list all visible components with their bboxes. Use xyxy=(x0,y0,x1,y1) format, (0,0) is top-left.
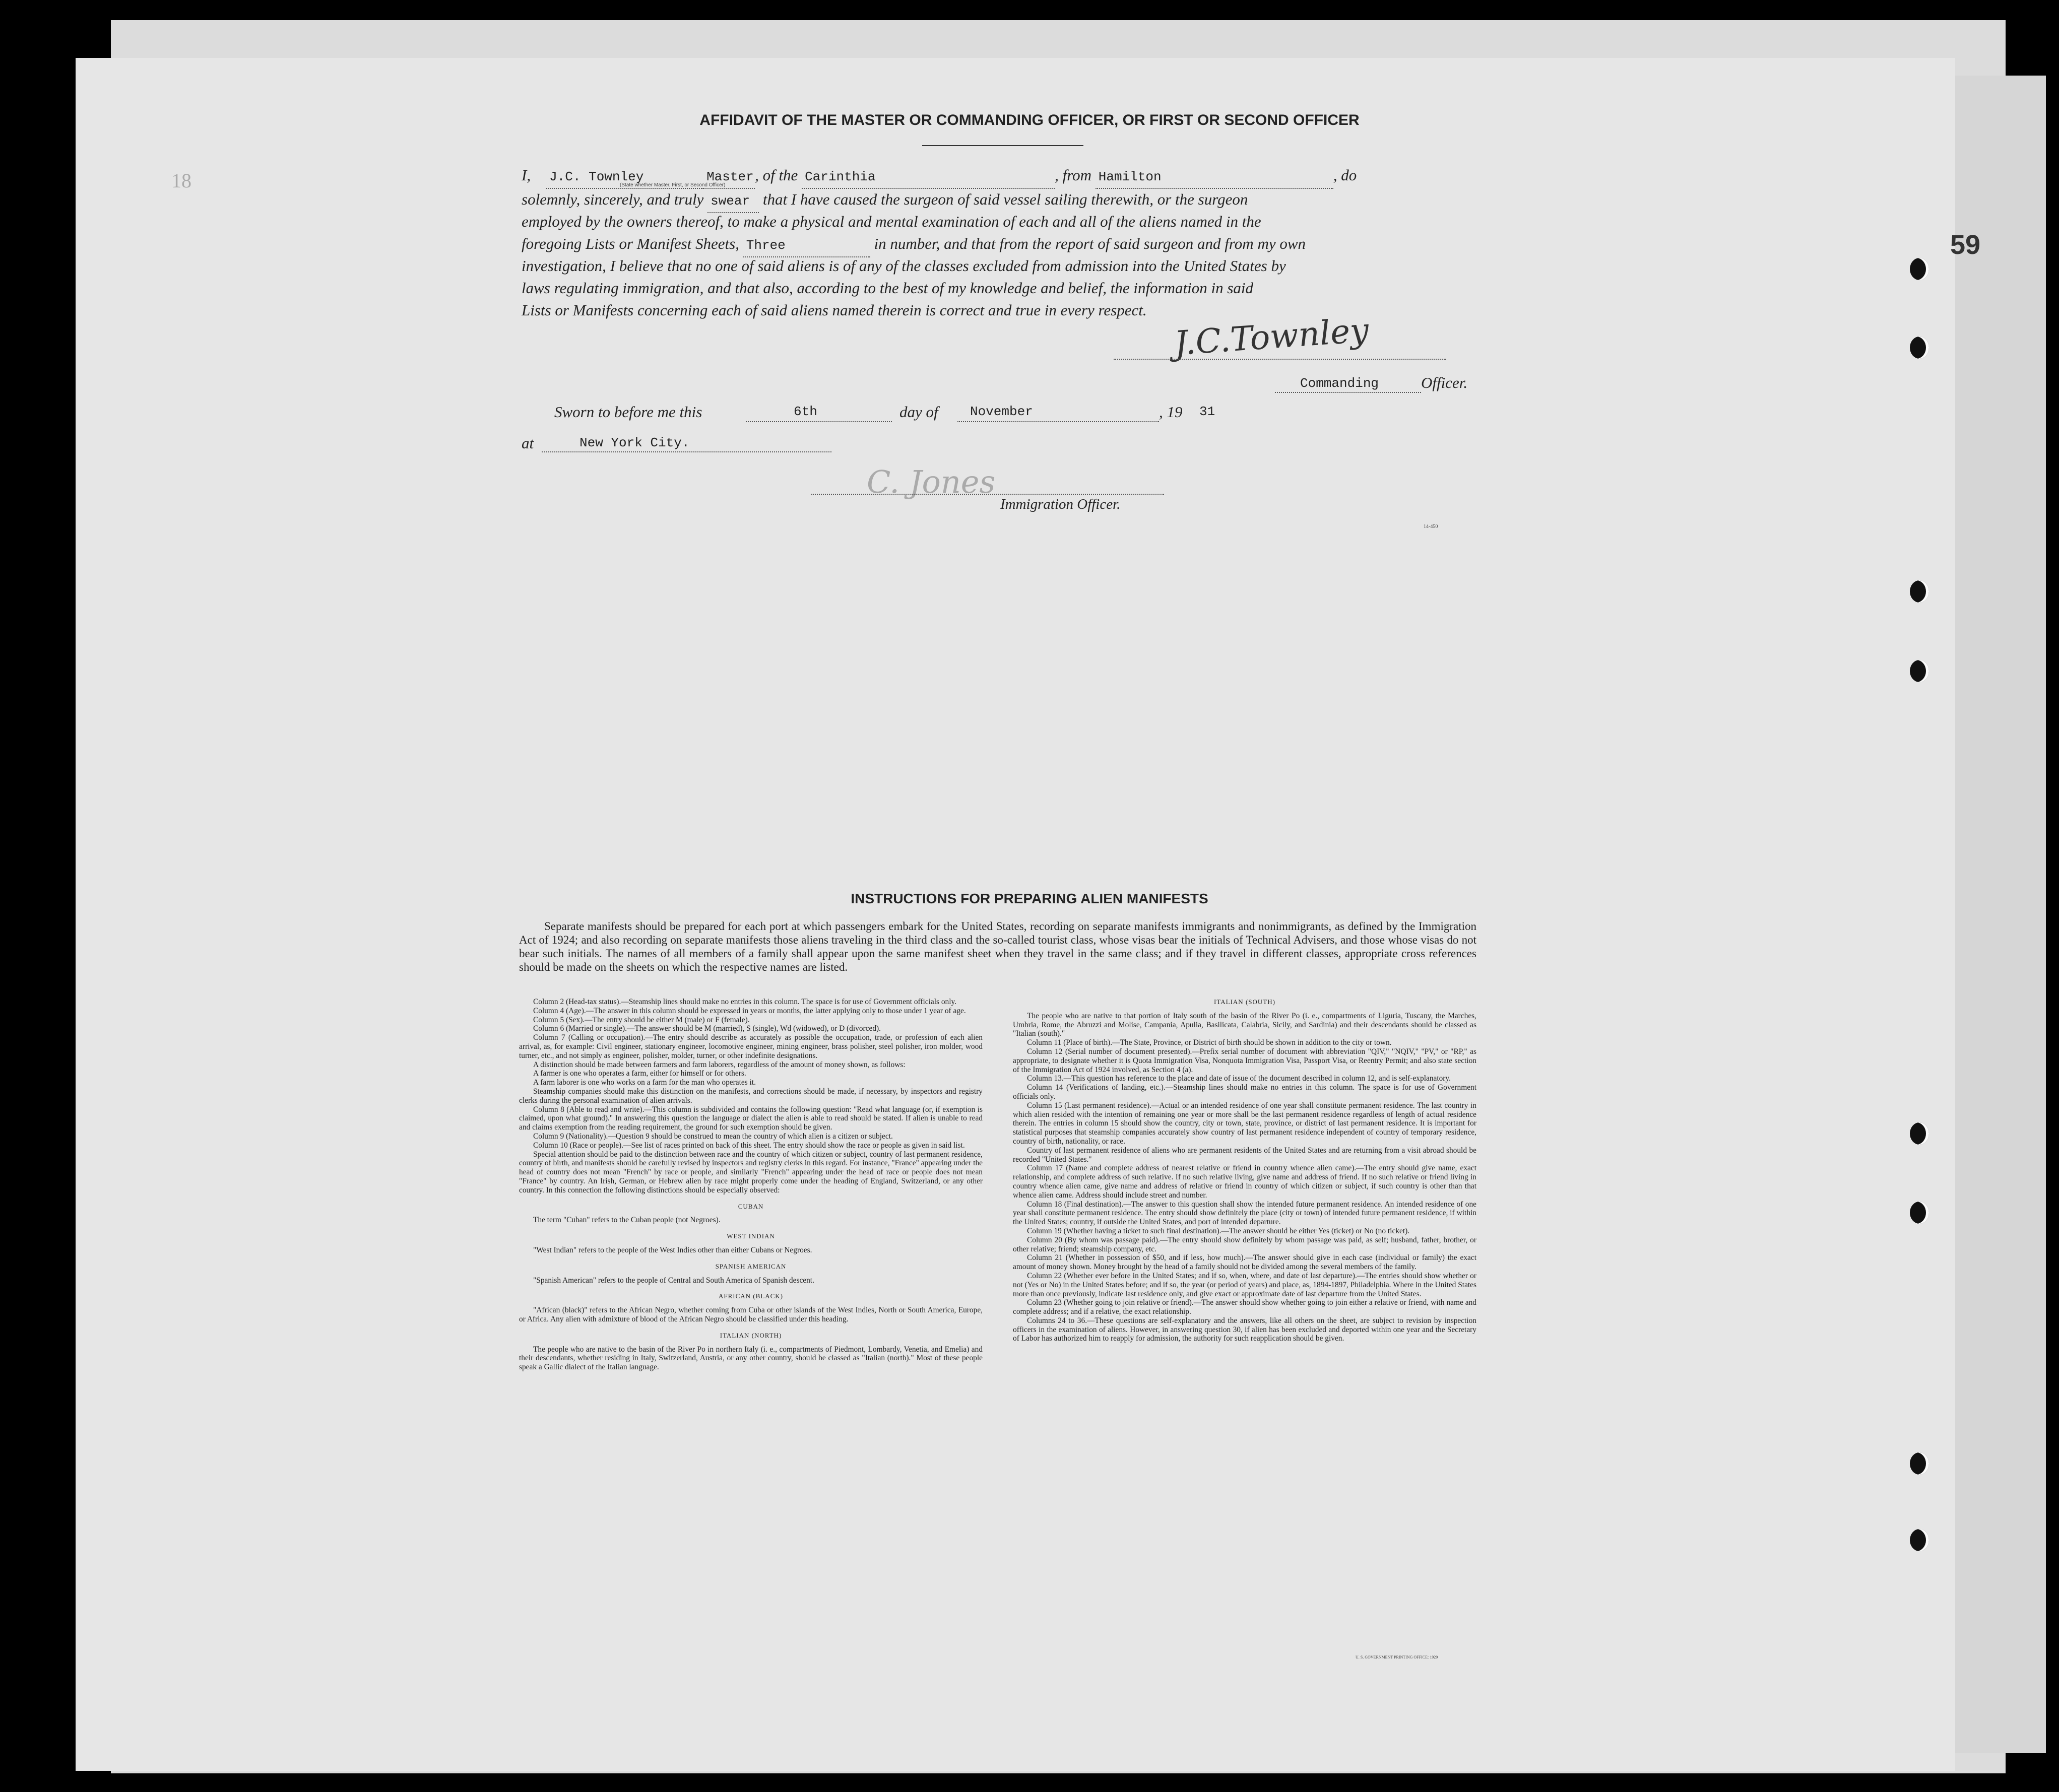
day-of-label: day of xyxy=(899,403,938,421)
affidavit-line-4 xyxy=(522,233,1479,257)
heading-african: AFRICAN (BLACK) xyxy=(718,1292,784,1300)
heading-cuban: CUBAN xyxy=(738,1202,764,1210)
paragraph: Column 22 (Whether ever before in the United States; and if so, when, where, and date of last departure).—The entries should show whether or not (Yes or No) in the United States before; and if so, the year (or period of years) and place, as, 1894-1897, Philadelphia. Where in the United States more than once previously, indicate last residence only, and give exact or approximate date of last departure from the United States. xyxy=(1013,1271,1476,1298)
sworn-month-line xyxy=(957,421,1159,422)
affidavit-line-7: Lists or Manifests concerning each of said aliens named therein is correct and true in every respect. xyxy=(522,301,1147,319)
heading-spanish-american: SPANISH AMERICAN xyxy=(715,1262,787,1270)
officer-label: Officer. xyxy=(1421,374,1468,391)
paragraph: The people who are native to the basin of the River Po in northern Italy (i. e., compartments of Piedmont, Lombardy, Venetia, and Emelia) and their descendants, whether residing in Italy, Switzerland, Austria, or any other country, should be classed as "Italian (north)." Most of these people speak a Gallic dialect of the Italian language. xyxy=(519,1345,983,1372)
paragraph: Column 13.—This question has reference to the place and date of issue of the document described in column 12, and is self-explanatory. xyxy=(1027,1074,1451,1083)
affidavit-title: AFFIDAVIT OF THE MASTER OR COMMANDING OFFICER, OR FIRST OR SECOND OFFICER xyxy=(699,112,1360,128)
binder-hole-icon xyxy=(1910,1202,1929,1224)
printer-imprint: U. S. GOVERNMENT PRINTING OFFICE: 1929 xyxy=(1356,1655,1438,1660)
instructions-intro: Separate manifests should be prepared for each port at which passengers embark for the United States, recording on separate manifests immigrants and nonimmigrants, as defined by the Immigration Act of 1924; and also recording on separate manifests those aliens traveling in the third class and the so-called tourist class, whose visas bear the initials of Technical Advisers, and those whose visas do not bear such initials. The names of all members of a family shall appear upon the same manifest sheet when they travel in the same class; and if they travel in different classes, appropriate cross references should be made on the sheets on which the respective names are listed. xyxy=(519,920,1476,973)
heading-west-indian: WEST INDIAN xyxy=(727,1232,775,1240)
heading-italian-north: ITALIAN (NORTH) xyxy=(720,1331,782,1339)
paragraph: Column 9 (Nationality).—Question 9 should be construed to mean the country of which alien is a citizen or subject. xyxy=(533,1132,893,1141)
paragraph: Steamship companies should make this distinction on the manifests, and corrections should be made, if necessary, by inspectors and registry clerks during the personal examination of alien arrivals. xyxy=(519,1087,983,1105)
paragraph: Column 20 (By whom was passage paid).—The entry should show definitely by whom passage was paid, as self; husband, father, brother, or other relative; friend; steamship company, etc. xyxy=(1013,1235,1476,1253)
sworn-month: November xyxy=(970,404,1033,419)
binder-hole-icon xyxy=(1910,1122,1929,1145)
text-in-number: in number, and that from the report of said surgeon and from my own xyxy=(874,235,1306,252)
paragraph: Special attention should be paid to the distinction between race and the country of which citizen or subject, country of last permanent residence, country of birth, and manifests should be carefully revised by inspectors and registry clerks in this regard. For instance, "France" appearing under the head of country does not mean "French" by race or people, and similarly "French" appearing under the head of race or people does not mean "France" by country. An Irish, German, or Hebrew alien by race might properly come under the heading of England, Switzerland, or any other country. In this connection the following distinctions should be especially observed: xyxy=(519,1150,983,1194)
place-line xyxy=(542,451,831,452)
sworn-label: Sworn to before me this xyxy=(554,403,702,421)
sworn-year: 31 xyxy=(1199,404,1215,419)
sworn-day-line xyxy=(746,421,892,422)
sworn-day: 6th xyxy=(794,404,817,419)
port-field: Hamilton xyxy=(1096,166,1333,189)
binder-hole-icon xyxy=(1910,580,1929,603)
title-rule xyxy=(922,145,1083,146)
immigration-officer-label: Immigration Officer. xyxy=(1000,496,1121,512)
heading-italian-south: ITALIAN (SOUTH) xyxy=(1214,998,1275,1006)
paragraph: Column 14 (Verifications of landing, etc.).—Steamship lines should make no entries in this column. The space is for use of Government officials only. xyxy=(1013,1083,1476,1101)
instructions-title: INSTRUCTIONS FOR PREPARING ALIEN MANIFESTS xyxy=(851,891,1208,906)
page-number: 59 xyxy=(1950,230,1981,260)
text-from: , from xyxy=(1055,166,1091,184)
binder-hole-icon xyxy=(1910,1452,1929,1475)
at-label: at xyxy=(522,434,534,452)
text-foregoing: foregoing Lists or Manifest Sheets, xyxy=(522,235,739,252)
paragraph: Column 10 (Race or people).—See list of races printed on back of this sheet. The entry should show the race or people as given in said list. xyxy=(533,1141,965,1150)
paragraph: "Spanish American" refers to the people of Central and South America of Spanish descent. xyxy=(533,1276,814,1285)
inspector-signature: C. Jones xyxy=(867,463,996,500)
paragraph: Column 19 (Whether having a ticket to such final destination).—The answer should be either Yes (ticket) or No (no ticket). xyxy=(1027,1226,1410,1235)
text-of-the: , of the xyxy=(755,166,798,184)
paragraph: "West Indian" refers to the people of the West Indies other than either Cubans or Negroes. xyxy=(533,1245,812,1254)
paragraph: Column 21 (Whether in possession of $50, and if less, how much).—The answer should give in each case (individual or family) the exact amount of money shown. Money brought by the head of a family should not be divided among the several members of the family. xyxy=(1013,1253,1476,1272)
text-solemnly: solemnly, sincerely, and truly xyxy=(522,190,704,208)
binder-hole-icon xyxy=(1910,337,1929,359)
paragraph: A farmer is one who operates a farm, either for himself or for others. xyxy=(533,1069,746,1078)
officer-rank-field: Master xyxy=(703,166,755,189)
paragraph: Column 17 (Name and complete address of nearest relative or friend in country whence alien came).—The entry should give name, exact relationship, and complete address of such relative. If no such relative living, give name and address of friend. If no such relative or friend living in country whence alien came, give name and address of relative or friend in country of which citizen or subject, if such country is other than that whence alien came. Address should include street and number. xyxy=(1013,1164,1476,1200)
corner-mark: 18 xyxy=(171,169,191,192)
paragraph: Column 7 (Calling or occupation).—The entry should describe as accurately as possible the occupation, trade, or profession of each alien arrival, as, for example: Civil engineer, stationary engineer, locomotive engineer, mining engineer, brass polisher, steel polisher, iron molder, wood turner, etc., and not simply as engineer, polisher, molder, turner, or other indefinite designations. xyxy=(519,1033,983,1060)
paragraph: Column 15 (Last permanent residence).—Actual or an intended residence of one year shall constitute permanent residence. The last country in which alien resided with the intention of remaining one year or more shall be the last permanent residence regardless of length of actual residence therein. The entries in column 15 should show the country, city or town, state, province, or district of last permanent residence. It is important for statistical purposes that steamship companies accurately show country of last permanent residence independent of country of temporary residence, country of birth, nationality, or race. xyxy=(1013,1101,1476,1146)
vessel-field: Carinthia xyxy=(802,166,1055,189)
paragraph: "African (black)" refers to the African Negro, whether coming from Cuba or other islands of the West Indies, North or South America, Europe, or Africa. Any alien with admixture of blood of the African Negro should be classified under this heading. xyxy=(519,1306,983,1323)
paragraph: Column 12 (Serial number of document presented).—Prefix serial number of document with abbreviation "QIV," "NQIV," "PV," or "RP," as appropriate, to designate whether it is Quota Immigration Visa, Nonquota Immigration Visa, Passport Visa, or Reentry Permit; and also state section of the Immigration Act of 1924 involved, as Section 4 (a). xyxy=(1013,1047,1476,1074)
officer-type-line xyxy=(1275,392,1421,393)
right-sheet-edge xyxy=(1950,76,2046,1753)
paragraph: Column 8 (Able to read and write).—This column is subdivided and contains the following question: "Read what language (or, if exemption is claimed, upon what ground)." In answering this question the language or dialect the alien is able to read should be stated. If alien is unable to read and claims exemption from the reading requirement, the ground for such exemption should be given. xyxy=(519,1105,983,1132)
form-number: 14-450 xyxy=(1424,524,1438,529)
affidavit-line-2 xyxy=(522,188,1479,213)
paragraph: Column 5 (Sex).—The entry should be either M (male) or F (female). xyxy=(533,1015,750,1024)
master-signature-line xyxy=(1114,359,1446,360)
paragraph: The people who are native to that portion of Italy south of the basin of the River Po (i. e., compartments of Liguria, Tuscany, the Marches, Umbria, Rome, the Abruzzi and Molise, Campania, Apulia, Basilicata, Calabria, Sicily, and Sardinia) and their descendants should be classed as "Italian (south)." xyxy=(1013,1011,1476,1038)
binder-hole-icon xyxy=(1910,258,1929,280)
swear-field: swear xyxy=(707,190,759,213)
text-do: , do xyxy=(1333,166,1357,184)
officer-type-field: Commanding xyxy=(1300,376,1379,391)
rank-note: (State whether Master, First, or Second Officer) xyxy=(620,182,726,188)
year-prefix: , 19 xyxy=(1159,403,1183,421)
paragraph: A distinction should be made between farmers and farm laborers, regardless of the amount of money shown, as follows: xyxy=(533,1060,906,1069)
paragraph: Column 6 (Married or single).—The answer should be M (married), S (single), Wd (widowed), or D (divorced). xyxy=(533,1024,881,1033)
paragraph: Column 18 (Final destination).—The answer to this question shall show the intended future permanent residence. An intended residence of one year shall constitute permanent residence. The entry should show definitely the place (city or town) of intended future permanent residence, if within the United States; country, if outside the United States, and port of intended departure. xyxy=(1013,1200,1476,1227)
paragraph: Column 4 (Age).—The answer in this column should be expressed in years or months, the latter applying only to those under 1 year of age. xyxy=(533,1006,966,1015)
paragraph: Column 2 (Head-tax status).—Steamship lines should make no entries in this column. The space is for use of Government officials only. xyxy=(533,998,957,1006)
sworn-place: New York City. xyxy=(580,435,690,450)
binder-hole-icon xyxy=(1910,1529,1929,1551)
paragraph: The term "Cuban" refers to the Cuban people (not Negroes). xyxy=(533,1216,721,1225)
text-surgeon: that I have caused the surgeon of said vessel sailing therewith, or the surgeon xyxy=(762,190,1248,208)
instructions-right-column xyxy=(1013,998,1476,1343)
paragraph: Country of last permanent residence of aliens who are permanent residents of the United States and are returning from a visit abroad should be recorded "United States." xyxy=(1013,1146,1476,1164)
affidavit-line-5: investigation, I believe that no one of said aliens is of any of the classes excluded from admission into the United States by xyxy=(522,257,1286,275)
paragraph: Columns 24 to 36.—These questions are self-explanatory and the answers, like all others on the sheet, are subject to revision by inspection officers in the examination of aliens. However, in answering question 30, if alien has been excluded and deported within one year and the Secretary of Labor has authorized him to reapply for admission, the authority for such reapplication should be given. xyxy=(1013,1316,1476,1343)
affidavit-line-6: laws regulating immigration, and that also, according to the best of my knowledge and belief, the information in said xyxy=(522,279,1254,297)
count-field: Three xyxy=(743,234,870,257)
binder-hole-icon xyxy=(1910,660,1929,682)
text-i: I, xyxy=(522,166,531,184)
paragraph: A farm laborer is one who works on a farm for the man who operates it. xyxy=(533,1078,756,1087)
paragraph: Column 23 (Whether going to join relative or friend).—The answer should show whether going to join either a relative or friend, with name and complete address; and if a relative, the exact relationship. xyxy=(1013,1298,1476,1316)
master-signature: J.C.Townley xyxy=(1173,310,1370,363)
inspector-signature-line xyxy=(811,494,1164,495)
instructions-left-column xyxy=(519,998,983,1372)
affidavit-line-3: employed by the owners thereof, to make a physical and mental examination of each and all of the aliens named in the xyxy=(522,213,1261,230)
paragraph: Column 11 (Place of birth).—The State, Province, or District of birth should be shown in addition to the city or town. xyxy=(1027,1038,1392,1047)
officer-name-field: J.C. Townley xyxy=(546,166,703,189)
